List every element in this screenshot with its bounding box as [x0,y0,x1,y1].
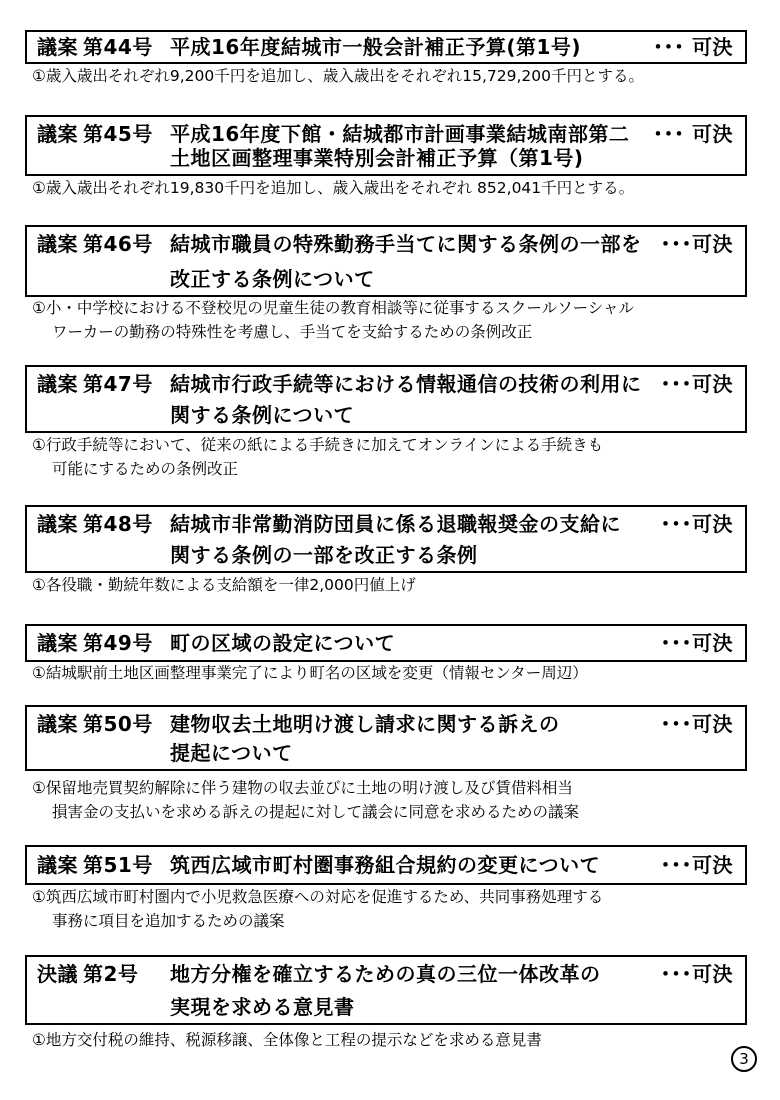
motion-number: 第45号 [83,122,153,146]
motion-header-box [25,30,747,64]
motion-title-line: 結城市行政手続等における情報通信の技術の利用に [170,372,642,396]
motion-kind: 議案 [37,122,78,146]
motion-title-line: 提起について [170,741,293,765]
motion-result: ･･･可決 [660,712,733,736]
motion-header-box [25,225,747,297]
motion-header-box [25,705,747,771]
motion-description-line: 可能にするための条例改正 [52,460,239,478]
motion-result: ･･･可決 [660,372,733,396]
motion-number: 第44号 [83,35,153,59]
motion-result: ･･･ 可決 [653,122,733,146]
motion-kind: 議案 [37,853,78,877]
motion-title-line: 関する条例について [170,403,355,427]
motion-title-line: 地方分権を確立するための真の三位一体改革の [170,962,601,986]
motion-description-line: ①各役職・勤続年数による支給額を一律2,000円値上げ [32,576,416,594]
motion-title-line: 平成16年度下館・結城都市計画事業結城南部第二 [170,122,630,146]
motion-title-line: 筑西広域市町村圏事務組合規約の変更について [170,853,601,877]
motion-header-box [25,845,747,885]
motion-title-line: 関する条例の一部を改正する条例 [170,543,478,567]
motion-kind: 議案 [37,372,78,396]
motion-result: ･･･可決 [660,631,733,655]
motion-result: ･･･可決 [660,853,733,877]
motion-result: ･･･可決 [660,962,733,986]
motion-description-line: ①行政手続等において、従来の紙による手続きに加えてオンラインによる手続きも [32,436,604,454]
motion-description-line: 損害金の支払いを求める訴えの提起に対して議会に同意を求めるための議案 [52,803,580,821]
motion-title-line: 結城市職員の特殊勤務手当てに関する条例の一部を [170,232,642,256]
motion-description-line: ①歳入歳出それぞれ9,200千円を追加し、歳入歳出をそれぞれ15,729,200千円とする。 [32,67,645,85]
motion-number: 第48号 [83,512,153,536]
motion-description-line: ①結城駅前土地区画整理事業完了により町名の区域を変更（情報センター周辺） [32,664,588,682]
motion-header-box [25,624,747,662]
motion-kind: 議案 [37,631,78,655]
motion-kind: 議案 [37,232,78,256]
motion-result: ･･･ 可決 [653,35,733,59]
motion-number: 第47号 [83,372,153,396]
motion-title-line: 町の区域の設定について [170,631,396,655]
motion-title-line: 土地区画整理事業特別会計補正予算（第1号) [170,146,584,170]
motion-title-line: 平成16年度結城市一般会計補正予算(第1号) [170,35,582,59]
page-number: 3 [731,1046,757,1072]
motion-number: 第46号 [83,232,153,256]
motion-kind: 議案 [37,712,78,736]
motion-kind: 決議 [37,962,78,986]
motion-title-line: 結城市非常勤消防団員に係る退職報奨金の支給に [170,512,621,536]
motion-number: 第2号 [83,962,139,986]
motion-header-box [25,115,747,176]
motion-description-line: ①筑西広域市町村圏内で小児救急医療への対応を促進するため、共同事務処理する [32,888,604,906]
motion-description-line: ①保留地売買契約解除に伴う建物の収去並びに土地の明け渡し及び賃借料相当 [32,779,573,797]
motion-number: 第51号 [83,853,153,877]
motion-header-box [25,365,747,433]
motion-title-line: 建物収去土地明け渡し請求に関する訴えの [170,712,560,736]
motion-description-line: 事務に項目を追加するための議案 [52,912,285,930]
motion-description-line: ①小・中学校における不登校児の児童生徒の教育相談等に従事するスクールソーシャル [32,299,634,317]
motion-result: ･･･可決 [660,512,733,536]
motion-result: ･･･可決 [660,232,733,256]
motion-description-line: ①歳入歳出それぞれ19,830千円を追加し、歳入歳出をそれぞれ 852,041千円とする。 [32,179,635,197]
motion-title-line: 実現を求める意見書 [170,995,355,1019]
motion-number: 第49号 [83,631,153,655]
motion-kind: 議案 [37,512,78,536]
motion-description-line: ワーカーの勤務の特殊性を考慮し、手当てを支給するための条例改正 [52,323,533,341]
motion-description-line: ①地方交付税の維持、税源移譲、全体像と工程の提示などを求める意見書 [32,1031,542,1049]
motion-title-line: 改正する条例について [170,267,375,291]
motion-header-box [25,505,747,573]
motion-number: 第50号 [83,712,153,736]
motion-kind: 議案 [37,35,78,59]
motion-header-box [25,955,747,1025]
